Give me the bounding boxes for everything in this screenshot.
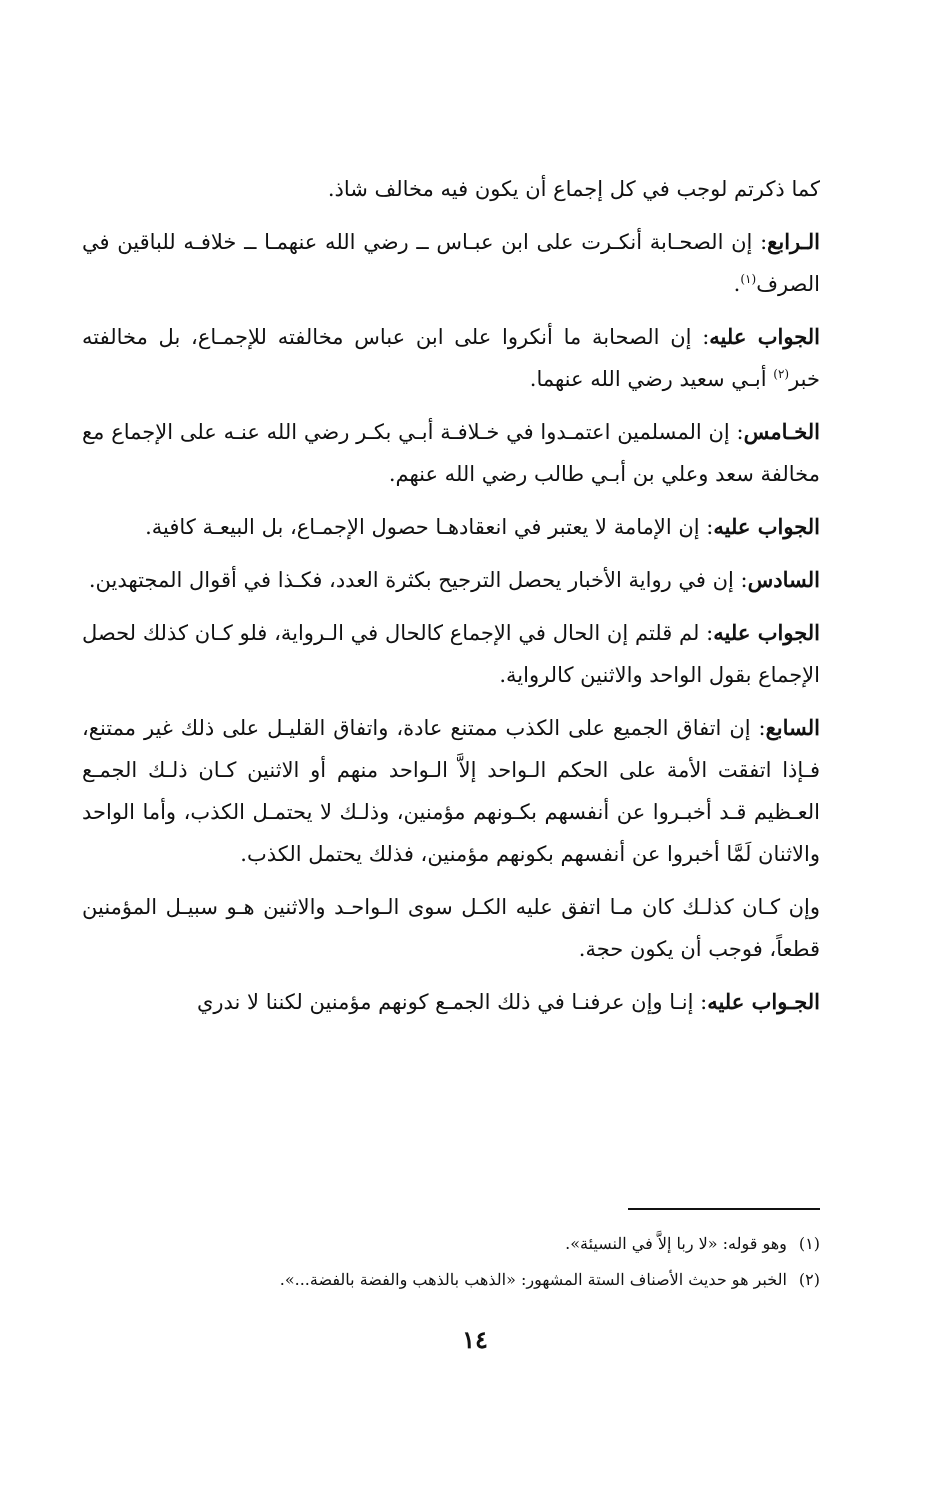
paragraph-2: الـرابع: إن الصحـابة أنكـرت على ابن عبـاس ــ رضي الله عنهمـا ــ خلافـه للباقين في الصرف$^{(١)}$. bbox=[82, 229, 820, 296]
paragraph-term: السابع bbox=[765, 715, 820, 740]
paragraph-term: الـرابع bbox=[767, 229, 820, 254]
footnote-1 bbox=[200, 1226, 820, 1262]
footnote-number: (١) bbox=[798, 1234, 820, 1253]
main-text bbox=[82, 168, 820, 1034]
page-number: ١٤ bbox=[462, 1325, 488, 1354]
footnote-divider bbox=[628, 1208, 820, 1210]
paragraph-10: الجـواب عليه: إنـا وإن عرفنـا في ذلك الجمـع كونهم مؤمنين لكننا لا ندري bbox=[196, 989, 820, 1014]
paragraph-term: الجواب عليه bbox=[709, 324, 820, 349]
paragraph-6: السادس: إن في رواية الأخبار يحصل الترجيح بكثرة العدد، فكـذا في أقوال المجتهدين. bbox=[88, 567, 820, 592]
paragraph-term: الخـامس bbox=[743, 419, 820, 444]
paragraph-9: وإن كـان كذلـك كان مـا اتفق عليه الكـل سوى الـواحـد والاثنين هـو سبيـل المؤمنين قطعاً، فوجب أن يكون حجة. bbox=[82, 895, 820, 961]
footnotes bbox=[200, 1226, 820, 1298]
footnote-ref-2: (٢) bbox=[773, 367, 790, 381]
paragraph-term: الجواب عليه bbox=[713, 514, 820, 539]
paragraph-5: الجواب عليه: إن الإمامة لا يعتبر في انعقادهـا حصول الإجمـاع، بل البيعـة كافية. bbox=[145, 514, 820, 539]
footnote-text: وهو قوله: «لا ربا إلاَّ في النسيئة». bbox=[565, 1234, 787, 1253]
paragraph-7: الجواب عليه: لم قلتم إن الحال في الإجماع كالحال في الـرواية، فلو كـان كذلك لحصل الإجماع بقول الواحد والاثنين كالرواية. bbox=[82, 620, 820, 687]
paragraph-term: السادس bbox=[747, 567, 820, 592]
footnote-2 bbox=[200, 1262, 820, 1298]
paragraph-1: كما ذكرتم لوجب في كل إجماع أن يكون فيه مخالف شاذ. bbox=[327, 177, 820, 201]
footnote-ref-1: (١) bbox=[740, 272, 757, 286]
paragraph-term: الجواب عليه bbox=[713, 620, 820, 645]
paragraph-term: الجـواب عليه bbox=[707, 989, 820, 1014]
footnote-number: (٢) bbox=[798, 1270, 820, 1289]
paragraph-8: السابع: إن اتفاق الجميع على الكذب ممتنع عادة، واتفاق القليـل على ذلك غير ممتنع، فـإذا اتفقت الأمة على الحكم الـواحد إلاَّ الـواحد منهم أو الاثنين كـان ذلـك الجمـع العـظيم قـد أخبـروا عن أنفسهم بكـونهم مؤمنين، وذلـك لا يحتمـل الكذب، وأما الواحد والاثنان لَمَّا أخبروا عن أنفسهم بكونهم مؤمنين، فذلك يحتمل الكذب. bbox=[82, 715, 820, 866]
footnote-text: الخبر هو حديث الأصناف الستة المشهور: «الذهب بالذهب والفضة بالفضة...». bbox=[279, 1270, 787, 1289]
paragraph-4: الخـامس: إن المسلمين اعتمـدوا في خـلافـة أبـي بكـر رضي الله عنـه على الإجماع مع مخالفة سعد وعلي بن أبـي طالب رضي الله عنهم. bbox=[82, 419, 820, 486]
paragraph-3: الجواب عليه: إن الصحابة ما أنكروا على ابن عباس مخالفته للإجمـاع، بل مخالفته خبر$^{(٢)}$ أبـي سعيد رضي الله عنهما. bbox=[82, 324, 820, 391]
